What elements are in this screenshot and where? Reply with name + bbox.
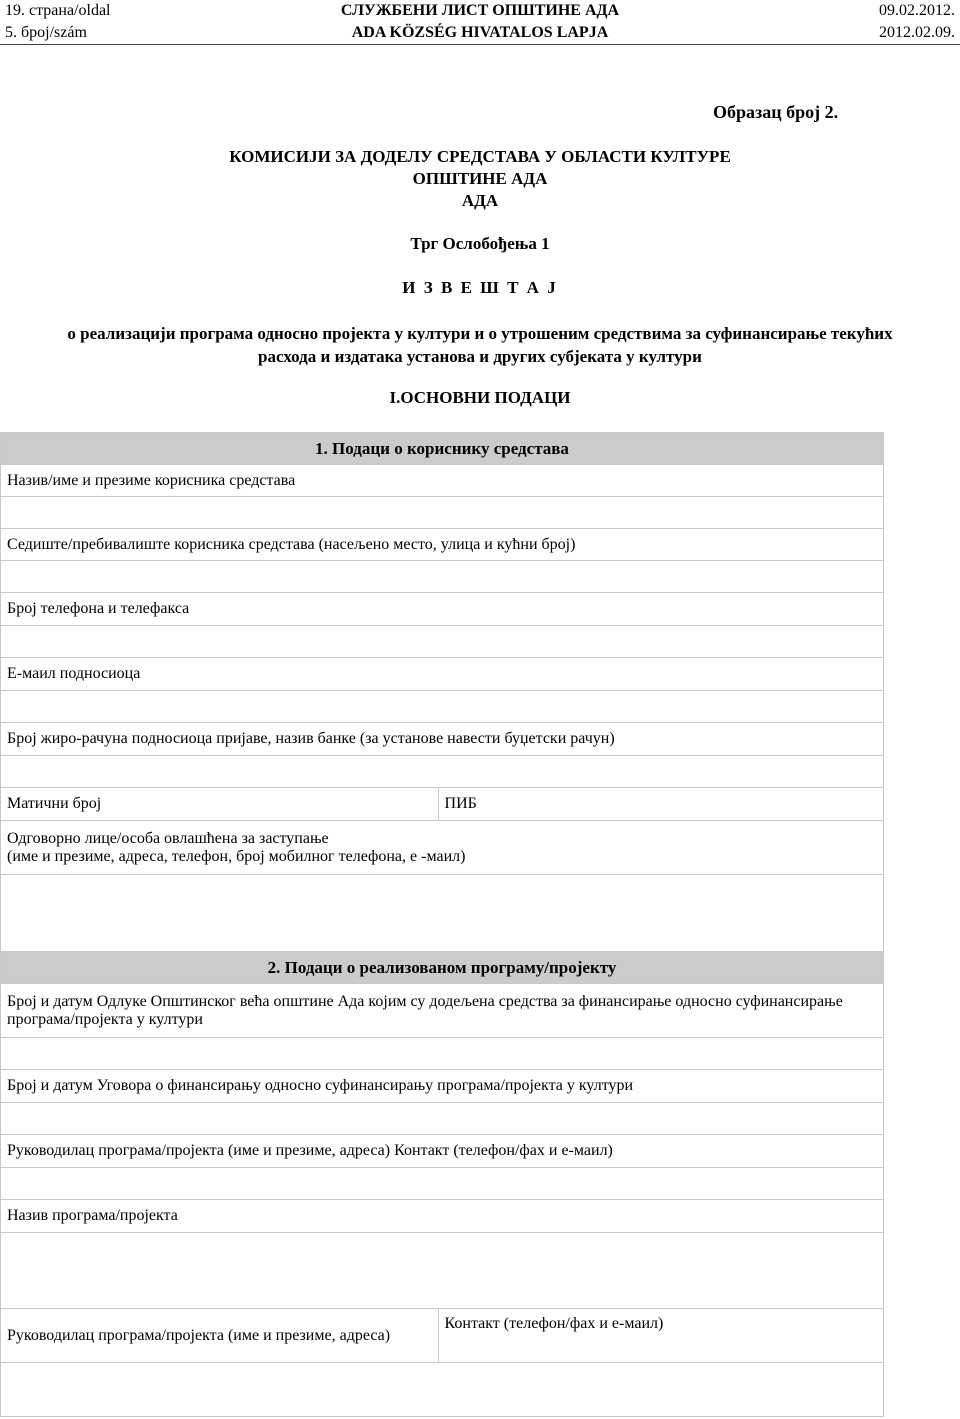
commission-line-1: КОМИСИЈИ ЗА ДОДЕЛУ СРЕДСТАВА У ОБЛАСТИ КУЛТУРЕ xyxy=(229,147,731,166)
date-hungarian: 2012.02.09. xyxy=(879,24,955,41)
seat-field[interactable] xyxy=(1,561,884,593)
responsible-line-1: Одговорно лице/особа овлашћена за заступање xyxy=(7,829,329,847)
responsible-line-2: (име и презиме, адреса, телефон, број мобилног телефона, е -маил) xyxy=(7,847,466,865)
subject-line-1: о реализацији програма односно пројекта у култури и о утрошеним средствима за суфинансирање текућих xyxy=(67,324,893,343)
manager-label: Руководилац програма/пројекта (име и презиме, адреса) xyxy=(1,1309,439,1363)
form-table xyxy=(0,432,884,1417)
issue-number: 5. број/szám xyxy=(5,24,87,41)
manager-contact-field[interactable] xyxy=(1,1168,884,1200)
date-serbian: 09.02.2012. xyxy=(879,2,955,19)
name-field[interactable] xyxy=(1,497,884,529)
basic-data-title: I.ОСНОВНИ ПОДАЦИ xyxy=(389,388,571,407)
decision-label: Број и датум Одлуке Општинског већа општине Ада којим су додељена средства за финансирање односно суфинансирање програма/пројекта у култури xyxy=(1,984,884,1038)
form-number: Образац број 2. xyxy=(713,102,839,122)
contact-label: Контакт (телефон/фах и е-маил) xyxy=(438,1309,883,1363)
name-label: Назив/име и презиме корисника средстава xyxy=(1,465,884,497)
manager-contact-values-field[interactable] xyxy=(1,1363,884,1417)
decision-field[interactable] xyxy=(1,1038,884,1070)
journal-title-hungarian: ADA KÖZSÉG HIVATALOS LAPJA xyxy=(351,24,609,41)
contract-label: Број и датум Уговора о финансирању односно суфинансирању програма/пројекта у култури xyxy=(1,1070,884,1103)
subject-line-2: расхода и издатака установа и других субјеката у култури xyxy=(258,347,702,366)
address: Трг Ослобођења 1 xyxy=(410,234,550,253)
pib-label: ПИБ xyxy=(438,788,883,821)
commission-block xyxy=(0,146,960,212)
phone-label: Број телефона и телефакса xyxy=(1,593,884,626)
responsible-person-field[interactable] xyxy=(1,875,884,952)
email-label: Е-маил подносиоца xyxy=(1,658,884,691)
account-label: Број жиро-рачуна подносиоца пријаве, назив банке (за установе навести буџетски рачун) xyxy=(1,723,884,756)
program-name-field[interactable] xyxy=(1,1233,884,1309)
responsible-person-label xyxy=(1,821,884,875)
page-number: 19. страна/oldal xyxy=(5,2,111,19)
manager-contact-label: Руководилац програма/пројекта (име и презиме, адреса) Контакт (телефон/фах и е-маил) xyxy=(1,1135,884,1168)
header-divider xyxy=(0,44,960,45)
report-subject xyxy=(0,322,960,368)
reg-number-label: Матични број xyxy=(1,788,439,821)
commission-line-3: АДА xyxy=(461,191,499,210)
section-1-title: 1. Подаци о кориснику средстава xyxy=(1,433,884,465)
email-field[interactable] xyxy=(1,691,884,723)
report-title: И З В Е Ш Т А Ј xyxy=(402,278,558,297)
section-2-title: 2. Подаци о реализованом програму/пројекту xyxy=(1,952,884,984)
page-header xyxy=(0,0,960,44)
program-name-label: Назив програма/пројекта xyxy=(1,1200,884,1233)
journal-title-serbian: СЛУЖБЕНИ ЛИСТ ОПШТИНЕ АДА xyxy=(340,2,620,19)
account-field[interactable] xyxy=(1,756,884,788)
commission-line-2: ОПШТИНЕ АДА xyxy=(412,169,548,188)
seat-label: Седиште/пребивалиште корисника средстава (насељено место, улица и кућни број) xyxy=(1,529,884,561)
phone-field[interactable] xyxy=(1,626,884,658)
contract-field[interactable] xyxy=(1,1103,884,1135)
